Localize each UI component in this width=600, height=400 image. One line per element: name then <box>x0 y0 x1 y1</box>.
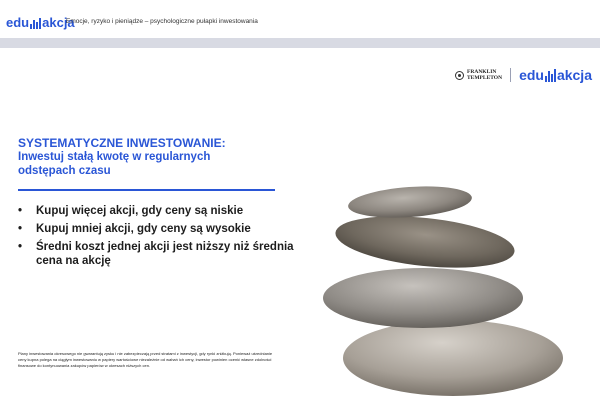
list-item <box>18 222 318 236</box>
franklin-templeton-logo <box>455 69 502 81</box>
slide-heading <box>18 136 278 178</box>
partner-line-1: FRANKLIN <box>467 69 497 75</box>
app-header <box>0 0 600 38</box>
logo-text-akcja: akcja <box>42 15 75 30</box>
bullet-dot: • <box>18 223 23 235</box>
bullet-text: Kupuj więcej akcji, gdy ceny są niskie <box>36 205 244 217</box>
franklin-templeton-mark-icon <box>455 71 464 80</box>
bullet-dot: • <box>18 241 23 253</box>
bullet-text: Średni koszt jednej akcji jest niższy niż średnia cena na akcję <box>36 241 294 267</box>
disclaimer-line-2: ceny kupna polega na ciągłym inwestowaniu w papiery wartościowe niezależnie od wahań ich ceny, inwestor powinien ocenić własne zdolności <box>18 357 272 362</box>
logo-text-edu: edu <box>6 15 30 30</box>
eduakcja-logo[interactable] <box>6 16 75 29</box>
slide-logo-text-edu: edu <box>519 67 544 83</box>
slide-logo-bars-icon <box>545 69 556 82</box>
list-item <box>18 204 318 218</box>
document-title: Emocje, ryzyko i pieniądze – psychologiczne pułapki inwestowania <box>66 18 258 25</box>
heading-subtitle-line-2: odstępach czasu <box>18 165 111 177</box>
disclaimer <box>18 351 348 369</box>
stone-bottom <box>343 320 563 396</box>
logo-separator <box>510 68 511 82</box>
heading-title: SYSTEMATYCZNE INWESTOWANIE: <box>18 136 226 150</box>
stacked-stones-image <box>305 180 595 400</box>
disclaimer-line-3: finansowe do kontynuowania zakupów papierów w okresach niższych cen. <box>18 363 151 368</box>
stone-top <box>347 183 473 222</box>
disclaimer-line-1: Plany inwestowania okresowego nie gwarantują zysku i nie zabezpieczają przed stratami z inwestycji, gdy rynki zniżkują. Ponieważ uśrednianie <box>18 351 273 356</box>
list-item <box>18 240 318 268</box>
slide-logo-text-akcja: akcja <box>556 67 592 83</box>
stone-third <box>323 268 523 328</box>
heading-subtitle-line-1: Inwestuj stałą kwotę w regularnych <box>18 151 211 163</box>
partner-logos <box>455 68 592 82</box>
logo-bars-icon <box>30 18 41 29</box>
bullet-dot: • <box>18 205 23 217</box>
stone-second <box>333 209 517 276</box>
header-divider <box>0 38 600 48</box>
bullet-text: Kupuj mniej akcji, gdy ceny są wysokie <box>36 223 251 235</box>
eduakcja-slide-logo <box>519 68 592 82</box>
bullet-list <box>18 204 318 272</box>
partner-line-2: TEMPLETON <box>467 75 503 81</box>
presentation-slide <box>0 48 600 400</box>
heading-underline <box>18 189 275 191</box>
